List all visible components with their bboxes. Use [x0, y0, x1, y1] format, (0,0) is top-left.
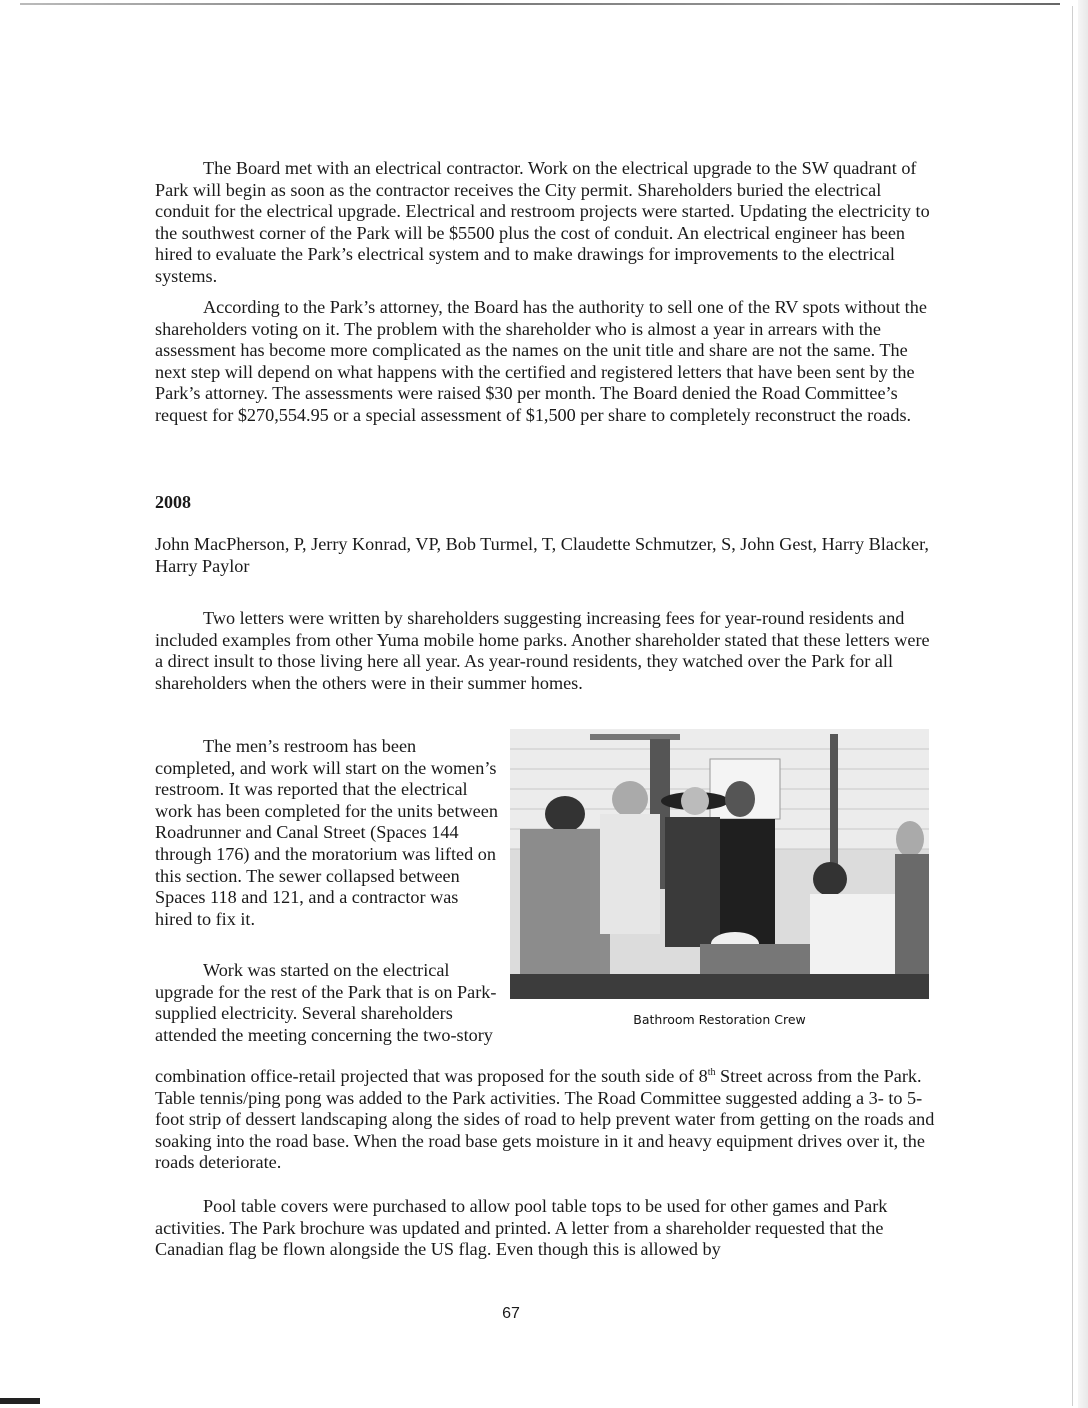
figure — [507, 726, 932, 1026]
paragraph-electrical-contractor: The Board met with an electrical contractor. Work on the electrical upgrade to the SW quadrant of Park will begin as soon as the contractor receives the City permit. Shareholders buried the electrical conduit for the electrical upgrade. Electrical and restroom projects were started. Updating the electricity to the southwest corner of the Park will be $5500 plus the cost of conduit. An electrical engineer has been hired to evaluate the Park’s electrical system and to make drawings for improvements to the electrical systems. — [155, 158, 930, 286]
scan-top-edge — [20, 3, 1060, 5]
scan-right-edge — [1072, 6, 1073, 1406]
photo-image-icon — [510, 729, 929, 999]
board-members: John MacPherson, P, Jerry Konrad, VP, Bob Turmel, T, Claudette Schmutzer, S, John Gest, Harry Blacker, Harry Paylor — [155, 534, 929, 576]
scan-bottom-mark — [0, 1398, 40, 1404]
paragraph-pool: Pool table covers were purchased to allow pool table tops to be used for other games and Park activities. The Park brochure was updated and printed. A letter from a shareholder requested that the Canadian flag be flown alongside the US flag. Even though this is allowed by — [155, 1196, 888, 1260]
paragraph-attorney: According to the Park’s attorney, the Board has the authority to sell one of the RV spots without the shareholders voting on it. The problem with the shareholder who is almost a year in arrears with the assessment has become more complicated as the names on the unit title and share are not the same. The next step will depend on what happens with the certified and registered letters that have been sent by the Park’s attorney. The assessments were raised $30 per month. The Board denied the Road Committee’s request for $270,554.95 or a special assessment of $1,500 per share to completely reconstruct the roads. — [155, 297, 927, 425]
scan-right-shadow — [1078, 0, 1088, 1408]
year-heading: 2008 — [155, 492, 191, 512]
paragraph-work-start: Work was started on the electrical upgrade for the rest of the Park that is on Park-supplied electricity. Several shareholders attended the meeting concerning the two-story — [155, 960, 497, 1045]
bathroom-crew-photo — [510, 729, 929, 999]
paragraph-work-text-a: combination office-retail projected that was proposed for the south side of 8 — [155, 1066, 708, 1086]
paragraph-work-text-b: Street across from the Park. Table tennis/ping pong was added to the Park activities. The Road Committee suggested adding a 3- to 5-foot strip of dessert landscaping along the sides of road to help prevent water from getting on the roads and soaking into the road base. When the road base gets moisture in it and heavy equipment drives over it, the roads deteriorate. — [155, 1066, 935, 1173]
figure-caption: Bathroom Restoration Crew — [633, 1012, 806, 1027]
paragraph-letters: Two letters were written by shareholders suggesting increasing fees for year-round residents and included examples from other Yuma mobile home parks. Another shareholder stated that these letters were a direct insult to those living here all year. As year-round residents, they watched over the Park for all shareholders when the others were in their summer homes. — [155, 608, 930, 693]
ordinal-superscript: th — [707, 1066, 716, 1078]
paragraph-work-continued — [155, 1066, 935, 1174]
paragraph-restroom: The men’s restroom has been completed, and work will start on the women’s restroom. It was reported that the electrical work has been completed for the units between Roadrunner and Canal Street (Spaces 144 through 176) and the moratorium was lifted on this section. The sewer collapsed between Spaces 118 and 121, and a contractor was hired to fix it. — [155, 736, 498, 929]
page-number: 67 — [502, 1305, 520, 1322]
